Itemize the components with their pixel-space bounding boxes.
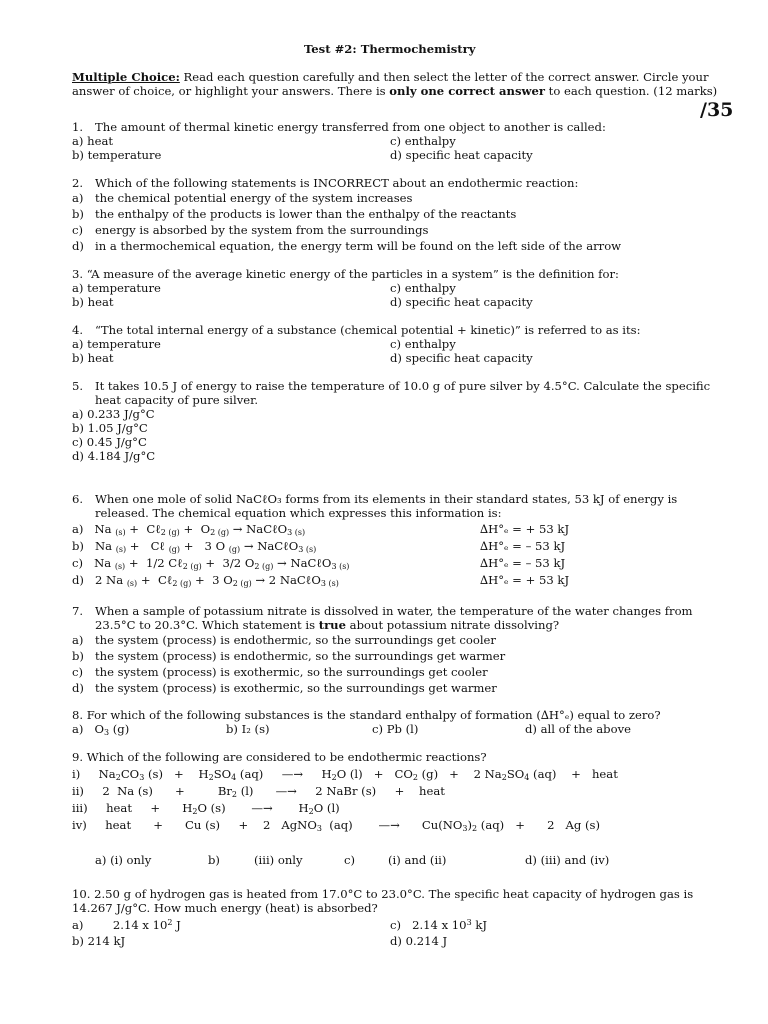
question-7-text-part: about potassium nitrate dissolving?: [346, 618, 560, 632]
q3-option-b[interactable]: b) heat: [72, 295, 114, 309]
question-2-text: Which of the following statements is INCORRECT about an endothermic reaction:: [95, 176, 579, 190]
total-score: /35: [700, 99, 734, 121]
q7-option-b[interactable]: the system (process) is endothermic, so the surroundings get warmer: [95, 649, 506, 663]
q10-option-d[interactable]: d) 0.214 J: [390, 934, 448, 948]
question-2-number: 2.: [72, 176, 84, 190]
question-5-text-cont: heat capacity of pure silver.: [95, 393, 259, 407]
q3-option-a[interactable]: a) temperature: [72, 281, 161, 295]
q10-option-a[interactable]: a) 2.14 x $10^2$ J: [72, 918, 181, 932]
instructions-line-2: [72, 84, 717, 98]
q2-option-b[interactable]: the enthalpy of the products is lower than the enthalpy of the reactants: [95, 207, 517, 221]
q6-enthalpy-a: ∆H°ₑ = + 53 kJ: [480, 522, 570, 536]
q1-option-a[interactable]: a) heat: [72, 134, 114, 148]
q9-reaction-iii: iii) heat + $H_2O$ (s) —→ $H_2O$ (l): [72, 801, 340, 816]
page-title: Test #2: Thermochemistry: [304, 42, 476, 56]
q6-enthalpy-d: ∆H°ₑ = + 53 kJ: [480, 573, 570, 587]
q8-option-b[interactable]: b) I₂ (s): [226, 722, 270, 736]
q9-option-b-letter[interactable]: b): [208, 853, 220, 867]
q3-option-d[interactable]: d) specific heat capacity: [390, 295, 533, 309]
q8-option-a[interactable]: a) $O_3$ (g): [72, 722, 130, 737]
question-3-text: 3. “A measure of the average kinetic energy of the particles in a system” is the definition for:: [72, 267, 619, 281]
q8-option-c[interactable]: c) Pb (l): [372, 722, 419, 736]
q4-option-d[interactable]: d) specific heat capacity: [390, 351, 533, 365]
question-7-text: When a sample of potassium nitrate is dissolved in water, the temperature of the water changes from: [95, 604, 693, 618]
q10-option-b[interactable]: b) 214 kJ: [72, 934, 126, 948]
q9-reaction-ii: ii) 2 Na (s) + $Br_2$ (l) —→ 2 NaBr (s) + heat: [72, 784, 445, 799]
question-7-number: 7.: [72, 604, 84, 618]
q7-option-d[interactable]: the system (process) is exothermic, so the surroundings get warmer: [95, 681, 497, 695]
q4-option-b[interactable]: b) heat: [72, 351, 114, 365]
question-7-text-cont: [95, 618, 559, 632]
q7-option-c[interactable]: the system (process) is exothermic, so the surroundings get cooler: [95, 665, 488, 679]
question-10-text-cont: 14.267 J/g°C. How much energy (heat) is absorbed?: [72, 901, 378, 915]
q2-option-a[interactable]: the chemical potential energy of the system increases: [95, 191, 413, 205]
q6-enthalpy-c: ∆H°ₑ = – 53 kJ: [480, 556, 566, 570]
instructions-text: answer of choice, or highlight your answers. There is: [72, 84, 390, 98]
q2-option-b-letter: b): [72, 207, 84, 221]
question-4-text: “The total internal energy of a substance (chemical potential + kinetic)” is referred to as its:: [95, 323, 641, 337]
q9-option-d[interactable]: d) (iii) and (iv): [525, 853, 610, 867]
q2-option-c-letter: c): [72, 223, 84, 237]
question-10-text: 10. 2.50 g of hydrogen gas is heated from 17.0°C to 23.0°C. The specific heat capacity of hydrogen gas is: [72, 887, 694, 901]
emphasis-text: only one correct answer: [389, 84, 545, 98]
q5-option-d[interactable]: d) 4.184 J/g°C: [72, 449, 156, 463]
q10-option-c[interactable]: c) 2.14 x $10^3$ kJ: [390, 918, 488, 932]
q9-option-c-letter[interactable]: c): [344, 853, 356, 867]
q3-option-c[interactable]: c) enthalpy: [390, 281, 456, 295]
q5-option-b[interactable]: b) 1.05 J/g°C: [72, 421, 148, 435]
q7-option-c-letter: c): [72, 665, 84, 679]
question-8-text: 8. For which of the following substances is the standard enthalpy of formation (∆H°ₑ) equal to zero?: [72, 708, 661, 722]
q6-option-a[interactable]: a) Na $_{(s)}$ + Cℓ$_{2 (g)}$ + $O_{2 (g)}$ → NaCℓO$_{3 (s)}$: [72, 522, 306, 537]
q6-enthalpy-b: ∆H°ₑ = – 53 kJ: [480, 539, 566, 553]
q1-option-c[interactable]: c) enthalpy: [390, 134, 456, 148]
instructions-text: to each question. (12 marks): [544, 84, 718, 98]
emphasis-text: true: [318, 618, 346, 632]
question-6-text: When one mole of solid NaCℓO₃ forms from its elements in their standard states, 53 kJ of energy is: [95, 492, 678, 506]
q1-option-b[interactable]: b) temperature: [72, 148, 162, 162]
q6-option-b[interactable]: b) Na $_{(s)}$ + Cℓ $_{(g)}$ + 3 O $_{(g)}$ → NaCℓO$_{3 (s)}$: [72, 539, 317, 554]
instructions-line-1: [72, 70, 709, 84]
q5-option-a[interactable]: a) 0.233 J/g°C: [72, 407, 155, 421]
q2-option-d[interactable]: in a thermochemical equation, the energy term will be found on the left side of the arrow: [95, 239, 622, 253]
q9-reaction-i: i) $Na_2CO_3$ (s) + $H_2SO_4$ (aq) —→ $H_2O$ $(l) + CO_2$ (g) + 2 $Na_2SO_4$ (aq) + heat: [72, 767, 618, 782]
q9-option-b[interactable]: (iii) only: [254, 853, 303, 867]
instructions-text: Read each question carefully and then select the letter of the correct answer. Circle your: [179, 70, 709, 84]
q4-option-c[interactable]: c) enthalpy: [390, 337, 456, 351]
question-7-text-part: 23.5°C to 20.3°C. Which statement is: [95, 618, 319, 632]
q9-option-c[interactable]: (i) and (ii): [388, 853, 447, 867]
section-heading: Multiple Choice:: [72, 70, 180, 84]
question-6-text-cont: released. The chemical equation which expresses this information is:: [95, 506, 502, 520]
q4-option-a[interactable]: a) temperature: [72, 337, 161, 351]
q9-option-a[interactable]: a) (i) only: [95, 853, 152, 867]
question-1-number: 1.: [72, 120, 84, 134]
question-6-number: 6.: [72, 492, 84, 506]
q7-option-d-letter: d): [72, 681, 84, 695]
question-1-text: The amount of thermal kinetic energy transferred from one object to another is called:: [95, 120, 606, 134]
q1-option-d[interactable]: d) specific heat capacity: [390, 148, 533, 162]
q8-option-d[interactable]: d) all of the above: [525, 722, 631, 736]
q7-option-a[interactable]: the system (process) is endothermic, so the surroundings get cooler: [95, 633, 496, 647]
q2-option-c[interactable]: energy is absorbed by the system from the surroundings: [95, 223, 429, 237]
q7-option-a-letter: a): [72, 633, 84, 647]
question-5-number: 5.: [72, 379, 84, 393]
q2-option-a-letter: a): [72, 191, 84, 205]
q7-option-b-letter: b): [72, 649, 84, 663]
question-5-text: It takes 10.5 J of energy to raise the temperature of 10.0 g of pure silver by 4.5°C. Calculate the specific: [95, 379, 711, 393]
q2-option-d-letter: d): [72, 239, 84, 253]
q5-option-c[interactable]: c) 0.45 J/g°C: [72, 435, 147, 449]
q9-reaction-iv: iv) heat + Cu (s) + 2 AgNO$_3$ (aq) —→ $Cu(NO_3)_2$ (aq) + 2 Ag (s): [72, 818, 600, 833]
q6-option-c[interactable]: c) Na $_{(s)}$ + 1/2 Cℓ$_{2 (g)}$ + 3/2 $O_{2 (g)}$ → NaCℓO$_{3 (s)}$: [72, 556, 350, 571]
question-9-text: 9. Which of the following are considered to be endothermic reactions?: [72, 750, 487, 764]
q6-option-d[interactable]: d) 2 Na $_{(s)}$ + Cℓ$_{2 (g)}$ + 3 $O_{2 (g)} \to 2$ NaCℓO$_{3 (s)}$: [72, 573, 339, 588]
question-4-number: 4.: [72, 323, 84, 337]
